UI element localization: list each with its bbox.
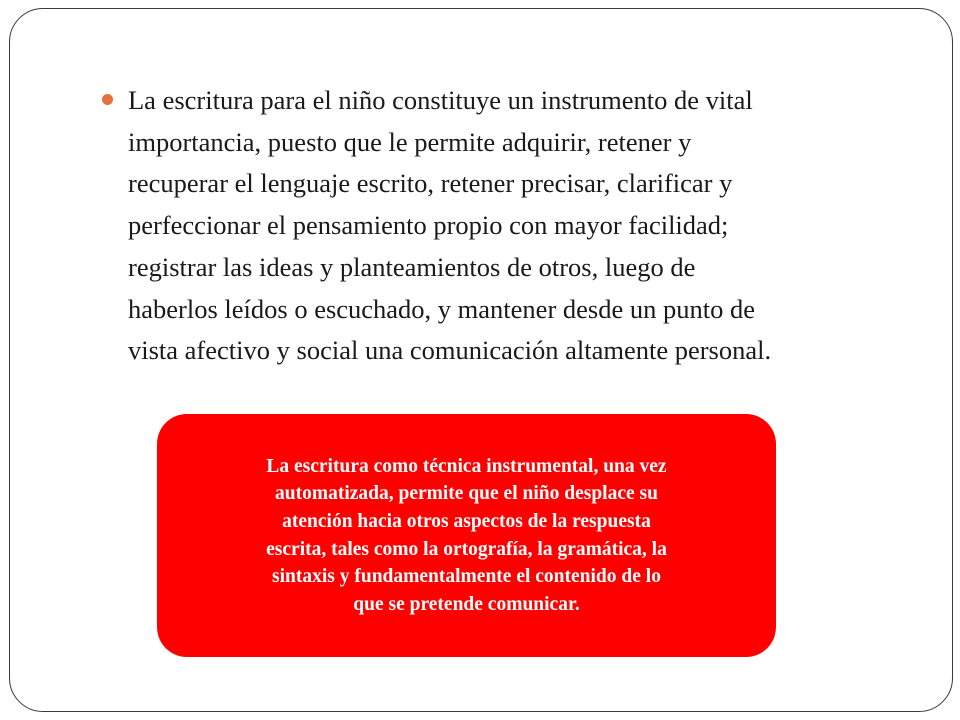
callout-box [157, 414, 776, 657]
bullet-paragraph: La escritura para el niño constituye un instrumento de vital importancia, puesto que le permite adquirir, retener y recuperar el lenguaje escrito, retener precisar, clarificar y perfeccionar el pensamiento propio con mayor facilidad; registrar las ideas y planteamientos de otros, luego de haberlos leídos o escuchado, y mantener desde un punto de vista afectivo y social una comunicación altamente personal. [128, 85, 772, 366]
bullet-dot-icon [102, 94, 113, 105]
bullet-item [98, 80, 878, 372]
slide-frame [9, 8, 953, 712]
callout-text: La escritura como técnica instrumental, una vez automatizada, permite que el niño desplace su atención hacia otros aspectos de la respuesta escrita, tales como la ortografía, la gramática, la sintaxis y fundamentalmente el contenido de lo que se pretende comunicar. [266, 455, 667, 615]
